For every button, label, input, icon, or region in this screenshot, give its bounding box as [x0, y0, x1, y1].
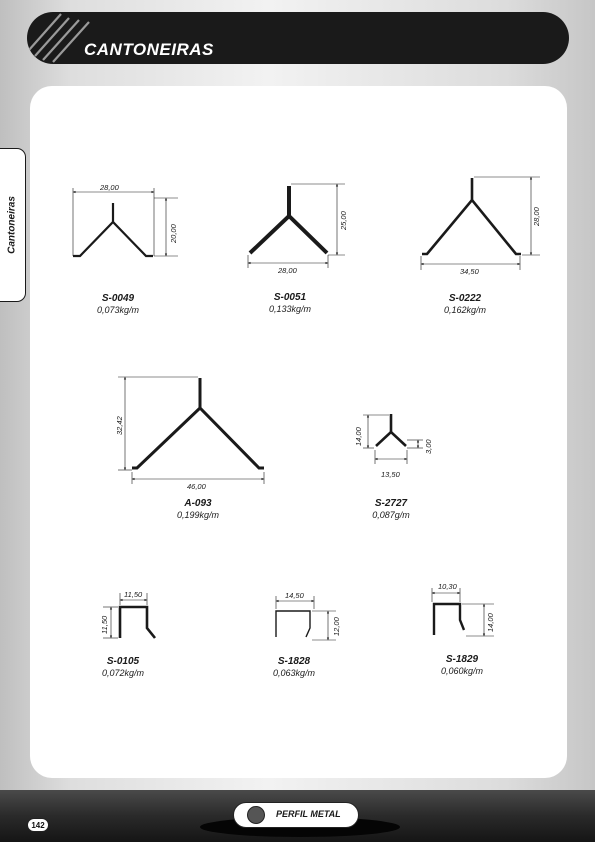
- product-code-s-2727: S-2727: [374, 498, 408, 509]
- s-0222-height-dim: 28,00: [532, 207, 541, 226]
- s-0051-width-dim: 28,00: [278, 266, 297, 275]
- s-1829-width-dim: 10,30: [438, 582, 457, 591]
- a-093-height-dim: 32,42: [115, 416, 124, 435]
- product-weight-s-0222: 0,162kg/m: [443, 305, 487, 315]
- product-code-a-093: A-093: [184, 498, 212, 509]
- s-0051-height-dim: 25,00: [339, 211, 348, 230]
- perfil-metal-logo-icon: [247, 806, 265, 824]
- profile-a-093: [115, 377, 264, 491]
- product-weight-a-093: 0,199kg/m: [176, 510, 220, 520]
- profile-s-0105: [100, 590, 155, 638]
- s-1828-height-dim: 12,00: [332, 617, 341, 636]
- product-code-s-1829: S-1829: [445, 654, 479, 665]
- product-weight-s-0105: 0,072kg/m: [101, 668, 145, 678]
- product-code-s-0222: S-0222: [448, 293, 482, 304]
- a-093-width-dim: 46,00: [187, 482, 206, 491]
- page-title: CANTONEIRAS: [84, 40, 214, 59]
- profile-s-0105-shape: [120, 607, 155, 638]
- s-2727-lip-dim: 3,00: [424, 439, 433, 454]
- s-1829-height-dim: 14,00: [486, 613, 495, 632]
- brand-name: PERFIL METAL: [276, 809, 341, 819]
- profile-s-0222-shape: [422, 200, 521, 254]
- side-tab-label: Cantoneiras: [6, 196, 18, 254]
- s-0222-width-dim: 34,50: [460, 267, 479, 276]
- s-2727-height-dim: 14,00: [354, 427, 363, 446]
- s-0105-height-dim: 11,50: [100, 615, 109, 634]
- profile-s-0049-shape: [73, 222, 153, 256]
- profile-s-0051: [248, 184, 348, 275]
- profile-s-2727-shape: [376, 432, 406, 446]
- brand-badge: [233, 802, 359, 828]
- product-code-s-0105: S-0105: [106, 656, 140, 667]
- s-1828-width-dim: 14,50: [285, 591, 304, 600]
- profile-s-1828: [276, 591, 341, 640]
- product-weight-s-1828: 0,063kg/m: [272, 668, 316, 678]
- s-0049-height-dim: 20,00: [169, 224, 178, 243]
- s-0049-width-dim: 28,00: [100, 183, 119, 192]
- profile-s-0051-shape: [250, 216, 327, 253]
- product-weight-s-0051: 0,133kg/m: [268, 304, 312, 314]
- profile-s-0049: [73, 183, 178, 256]
- product-weight-s-2727: 0,087g/m: [372, 510, 410, 520]
- profile-s-2727: [354, 414, 433, 479]
- profile-s-0222: [421, 177, 541, 276]
- product-code-s-0051: S-0051: [273, 292, 307, 303]
- product-code-s-1828: S-1828: [277, 656, 311, 667]
- profile-s-1829: [432, 582, 495, 636]
- page-number: 142: [27, 818, 49, 832]
- s-2727-width-dim: 13,50: [381, 470, 400, 479]
- product-weight-s-0049: 0,073kg/m: [96, 305, 140, 315]
- s-0105-width-dim: 11,50: [124, 590, 143, 599]
- product-weight-s-1829: 0,060kg/m: [440, 666, 484, 676]
- profile-s-1828-shape: [276, 611, 310, 637]
- profile-a-093-shape: [132, 408, 264, 468]
- profile-s-1829-shape: [434, 604, 464, 635]
- product-code-s-0049: S-0049: [101, 293, 135, 304]
